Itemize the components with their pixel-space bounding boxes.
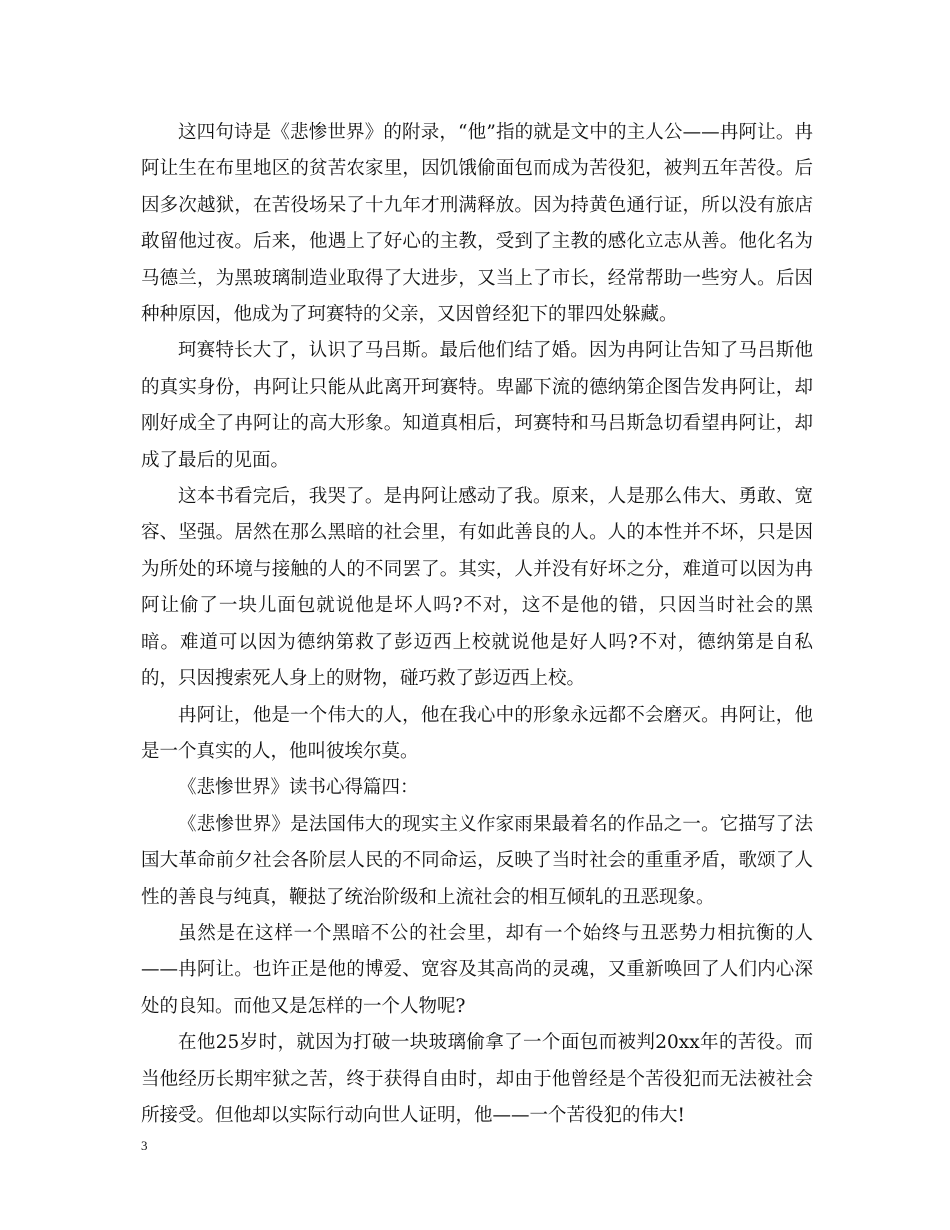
paragraph: 这四句诗是《悲惨世界》的附录，“他”指的就是文中的主人公——冉阿让。冉阿让生在布里地区的贫苦农家里，因饥饿偷面包而成为苦役犯，被判五年苦役。后因多次越狱，在苦役场呆了十九年才刑满释放。因为持黄色通行证，所以没有旅店敢留他过夜。后来，他遇上了好心的主教，受到了主教的感化立志从善。他化名为马德兰，为黑玻璃制造业取得了大进步，又当上了市长，经常帮助一些穷人。后因种种原因，他成为了珂赛特的父亲，又因曾经犯下的罪四处躲藏。 (141, 122, 813, 326)
document-body (141, 115, 813, 1134)
paragraph: 虽然是在这样一个黑暗不公的社会里，却有一个始终与丑恶势力相抗衡的人——冉阿让。也许正是他的博爱、宽容及其高尚的灵魂，又重新唤回了人们内心深处的良知。而他又是怎样的一个人物呢? (141, 922, 813, 1017)
paragraph: 在他25岁时，就因为打破一块玻璃偷拿了一个面包而被判20xx年的苦役。而当他经历长期牢狱之苦，终于获得自由时，却由于他曾经是个苦役犯而无法被社会所接受。但他却以实际行动向世人证明，他——一个苦役犯的伟大! (141, 1032, 813, 1126)
paragraph: 这本书看完后，我哭了。是冉阿让感动了我。原来，人是那么伟大、勇敢、宽容、坚强。居然在那么黑暗的社会里，有如此善良的人。人的本性并不坏，只是因为所处的环境与接触的人的不同罢了。其实，人并没有好坏之分，难道可以因为冉阿让偷了一块儿面包就说他是坏人吗?不对，这不是他的错，只因当时社会的黑暗。难道可以因为德纳第救了彭迈西上校就说他是好人吗?不对，德纳第是自私的，只因搜索死人身上的财物，碰巧救了彭迈西上校。 (141, 486, 813, 690)
section-heading: 《悲惨世界》读书心得篇四： (178, 777, 419, 799)
paragraph: 《悲惨世界》是法国伟大的现实主义作家雨果最着名的作品之一。它描写了法国大革命前夕社会各阶层人民的不同命运，反映了当时社会的重重矛盾，歌颂了人性的善良与纯真，鞭挞了统治阶级和上流社会的相互倾轧的丑恶现象。 (141, 813, 813, 908)
page-number: 3 (141, 1138, 148, 1153)
paragraph: 冉阿让，他是一个伟大的人，他在我心中的形象永远都不会磨灭。冉阿让，他是一个真实的人，他叫彼埃尔莫。 (141, 704, 813, 762)
paragraph: 珂赛特长大了，认识了马吕斯。最后他们结了婚。因为冉阿让告知了马吕斯他的真实身份，冉阿让只能从此离开珂赛特。卑鄙下流的德纳第企图告发冉阿让，却刚好成全了冉阿让的高大形象。知道真相后，珂赛特和马吕斯急切看望冉阿让，却成了最后的见面。 (141, 340, 813, 471)
